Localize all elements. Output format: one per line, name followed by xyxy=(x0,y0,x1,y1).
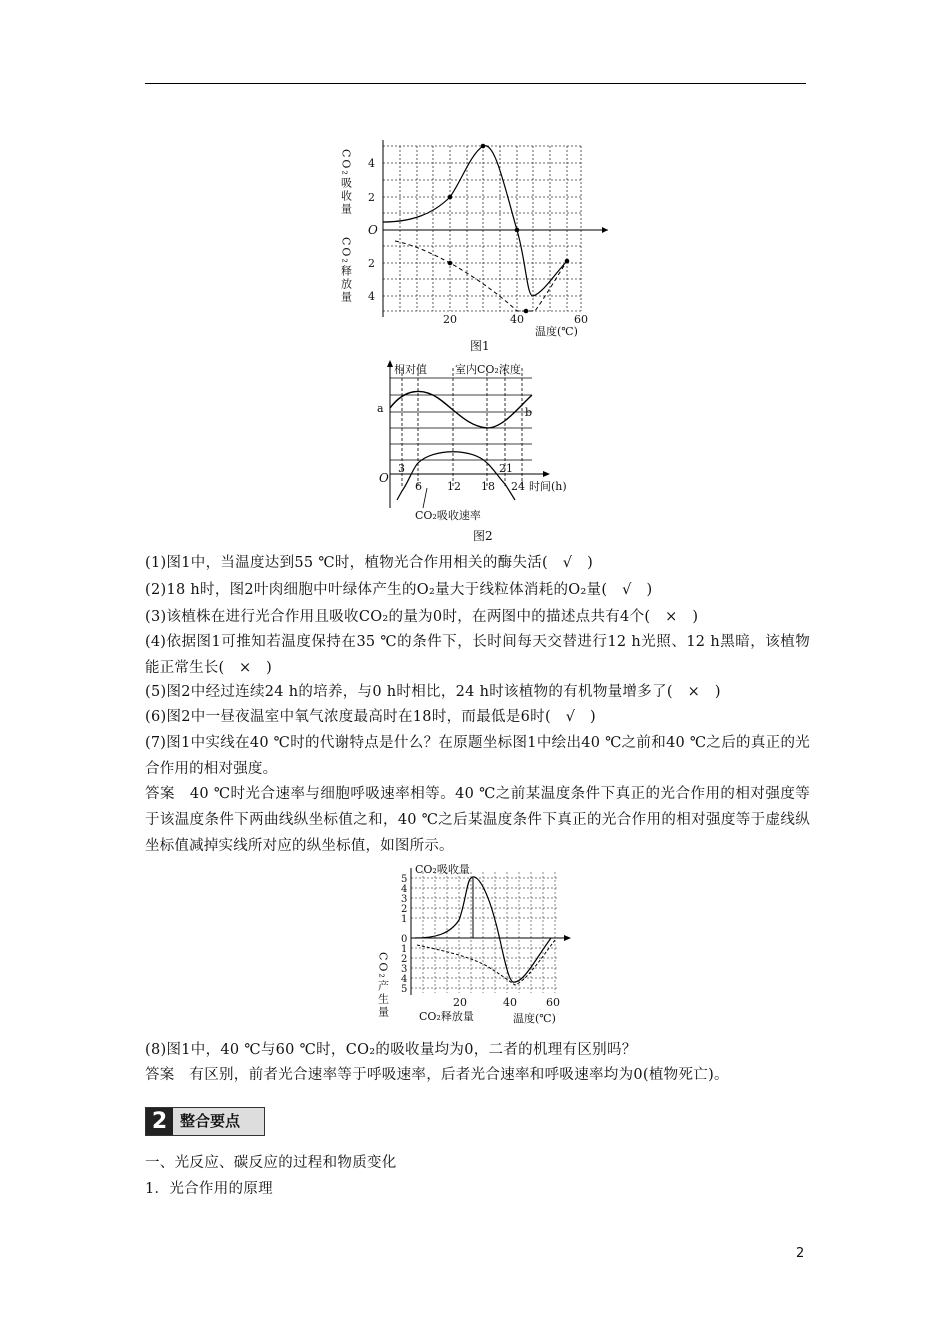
answer-8: 答案 有区别，前者光合速率等于呼吸速率，后者光合速率和呼吸速率均为0(植物死亡)。 xyxy=(145,1067,729,1083)
fig2-origin: O xyxy=(379,471,389,485)
fig2-xtick: 6 xyxy=(415,480,422,493)
fig2-ylabel: 相对值 xyxy=(394,363,427,376)
fig1-ytick: 2 xyxy=(368,257,375,270)
figure-2 xyxy=(375,358,585,523)
fig2-top-label: 室内CO₂浓度 xyxy=(455,363,521,376)
fig3-ytick: 3 xyxy=(401,964,408,975)
section-title: 整合要点 xyxy=(180,1112,241,1130)
figure-1 xyxy=(340,135,620,340)
fig2-xtick: 24 xyxy=(511,480,525,493)
fig1-ylabel-bottom: CO₂释放量 xyxy=(340,237,353,304)
fig2-xtick: 12 xyxy=(447,480,461,493)
figure-3 xyxy=(375,860,585,1028)
question-4: (4)依据图1可推知若温度保持在35 ℃的条件下，长时间每天交替进行12 h光照、12 h黑暗，该植物能正常生长( × ) xyxy=(145,634,810,676)
fig1-ytick: 4 xyxy=(368,157,375,170)
fig3-ylabel-bottom: CO₂产生量 xyxy=(376,952,390,1019)
fig2-xtick: 18 xyxy=(481,480,495,493)
fig3-ytick: 4 xyxy=(401,884,408,895)
fig3-xtick: 60 xyxy=(546,996,560,1009)
fig3-xtick: 20 xyxy=(453,996,467,1009)
fig2-xtick: 21 xyxy=(499,462,513,475)
question-7: (7)图1中实线在40 ℃时的代谢特点是什么？在原题坐标图1中绘出40 ℃之前和40 ℃之后的真正的光合作用的相对强度。 xyxy=(145,735,810,777)
fig3-bottom-label: CO₂释放量 xyxy=(419,1010,474,1023)
section-badge xyxy=(145,1107,265,1136)
fig3-ytick: 1 xyxy=(401,944,408,955)
question-2: (2)18 h时，图2叶肉细胞中叶绿体产生的O₂量大于线粒体消耗的O₂量( √ ) xyxy=(145,582,653,598)
fig1-ytick: 2 xyxy=(368,191,375,204)
fig3-xtick: 40 xyxy=(503,996,517,1009)
fig1-xtick: 20 xyxy=(443,313,457,326)
heading-2: 1．光合作用的原理 xyxy=(145,1181,273,1197)
figure-2-caption: 图2 xyxy=(473,529,493,543)
fig3-ytick: 2 xyxy=(401,904,408,915)
fig1-xtick: 60 xyxy=(574,313,588,326)
heading-1: 一、光反应、碳反应的过程和物质变化 xyxy=(145,1155,397,1171)
question-8: (8)图1中，40 ℃与60 ℃时，CO₂的吸收量均为0，二者的机理有区别吗？ xyxy=(145,1042,637,1058)
fig1-xlabel: 温度(℃) xyxy=(535,325,578,338)
answer-7: 答案 40 ℃时光合速率与细胞呼吸速率相等。40 ℃之前某温度条件下真正的光合作用的相对强度等于该温度条件下两曲线纵坐标值之和，40 ℃之后某温度条件下真正的光合作用的相对强度等于虚线纵坐标值减掉实线所对应的纵坐标值，如图所示。 xyxy=(145,786,810,854)
header-rule xyxy=(145,83,806,84)
fig3-ytick: 5 xyxy=(401,874,408,885)
fig3-xlabel: 温度(℃) xyxy=(513,1012,556,1025)
figure-1-caption: 图1 xyxy=(470,339,490,353)
fig2-curve-label: CO₂吸收速率 xyxy=(415,509,481,522)
fig1-origin: O xyxy=(368,223,378,237)
fig2-xtick: 3 xyxy=(398,462,405,475)
fig3-ytick: 0 xyxy=(401,934,408,945)
page-number: 2 xyxy=(796,1246,805,1261)
question-3: (3)该植株在进行光合作用且吸收CO₂的量为0时，在两图中的描述点共有4个( × ) xyxy=(145,609,699,625)
fig3-ytick: 4 xyxy=(401,974,408,985)
section-number: 2 xyxy=(146,1108,173,1135)
fig2-point-b: b xyxy=(525,406,533,419)
fig3-ytick: 2 xyxy=(401,954,408,965)
fig3-ylabel-top: CO₂吸收量 xyxy=(415,863,470,876)
question-1: (1)图1中，当温度达到55 ℃时，植物光合作用相关的酶失活( √ ) xyxy=(145,555,594,571)
question-6: (6)图2中一昼夜温室中氧气浓度最高时在18时，而最低是6时( √ ) xyxy=(145,709,596,725)
fig1-xtick: 40 xyxy=(510,313,524,326)
fig3-ytick: 1 xyxy=(401,914,408,925)
fig3-ytick: 5 xyxy=(401,984,408,995)
fig2-point-a: a xyxy=(377,402,384,415)
fig1-ytick: 4 xyxy=(368,290,375,303)
question-5: (5)图2中经过连续24 h的培养，与0 h时相比，24 h时该植物的有机物量增多了( × ) xyxy=(145,684,721,700)
fig2-xlabel: 时间(h) xyxy=(529,480,567,493)
fig3-ytick: 3 xyxy=(401,894,408,905)
fig1-ylabel-top: CO₂吸收量 xyxy=(340,149,353,216)
